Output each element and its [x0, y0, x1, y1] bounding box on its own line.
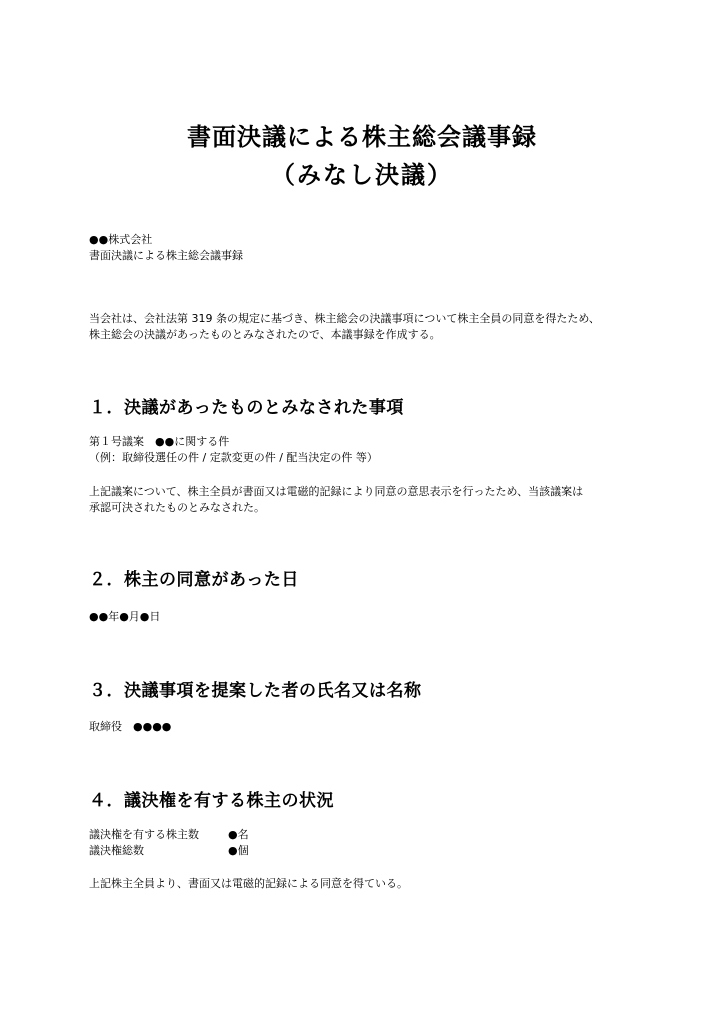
- section-1-example: （例：取締役選任の件 / 定款変更の件 / 配当決定の件 等）: [89, 451, 378, 464]
- section-1-item-block: [89, 434, 649, 466]
- section-2-heading: ２．株主の同意があった日: [89, 570, 299, 590]
- section-3-body: [89, 719, 649, 735]
- proposer: 取締役 ●●●●: [89, 720, 172, 733]
- section-1-body: [89, 484, 649, 516]
- section-4-closing: [89, 876, 649, 892]
- status-value: ●名: [228, 828, 249, 841]
- document-subtitle: （みなし決議）: [271, 161, 453, 189]
- section-1-item: 第１号議案 ●●に関する件: [89, 435, 230, 448]
- section-1-heading: １．決議があったものとみなされた事項: [89, 398, 404, 418]
- status-value: ●個: [228, 844, 249, 857]
- company-name: ●●株式会社: [89, 233, 153, 246]
- section-1-body-line-1: 上記議案について、株主全員が書面又は電磁的記録により同意の意思表示を行ったため、当該議案は: [89, 485, 584, 498]
- section-2-body: [89, 609, 649, 625]
- intro-line-1: 当会社は、会社法第 319 条の規定に基づき、株主総会の決議事項について株主全員の同意を得たため、: [89, 312, 600, 325]
- section-3-heading: ３．決議事項を提案した者の氏名又は名称: [89, 681, 422, 701]
- document-title: 書面決議による株主総会議事録: [187, 123, 537, 151]
- status-row: [89, 827, 649, 843]
- doc-name: 書面決議による株主総会議事録: [89, 249, 243, 262]
- company-block: [89, 232, 649, 264]
- intro-paragraph: [89, 311, 649, 343]
- intro-line-2: 株主総会の決議があったものとみなされたので、本議事録を作成する。: [89, 328, 441, 341]
- closing-statement: 上記株主全員より、書面又は電磁的記録による同意を得ている。: [89, 877, 408, 890]
- title-block: [0, 118, 724, 194]
- consent-date: ●●年●月●日: [89, 610, 161, 623]
- shareholder-status-table: [89, 827, 649, 859]
- status-label: 議決権総数: [89, 844, 144, 857]
- section-1-body-line-2: 承認可決されたものとみなされた。: [89, 501, 265, 514]
- status-label: 議決権を有する株主数: [89, 828, 199, 841]
- status-row: [89, 843, 649, 859]
- section-4-heading: ４．議決権を有する株主の状況: [89, 791, 334, 811]
